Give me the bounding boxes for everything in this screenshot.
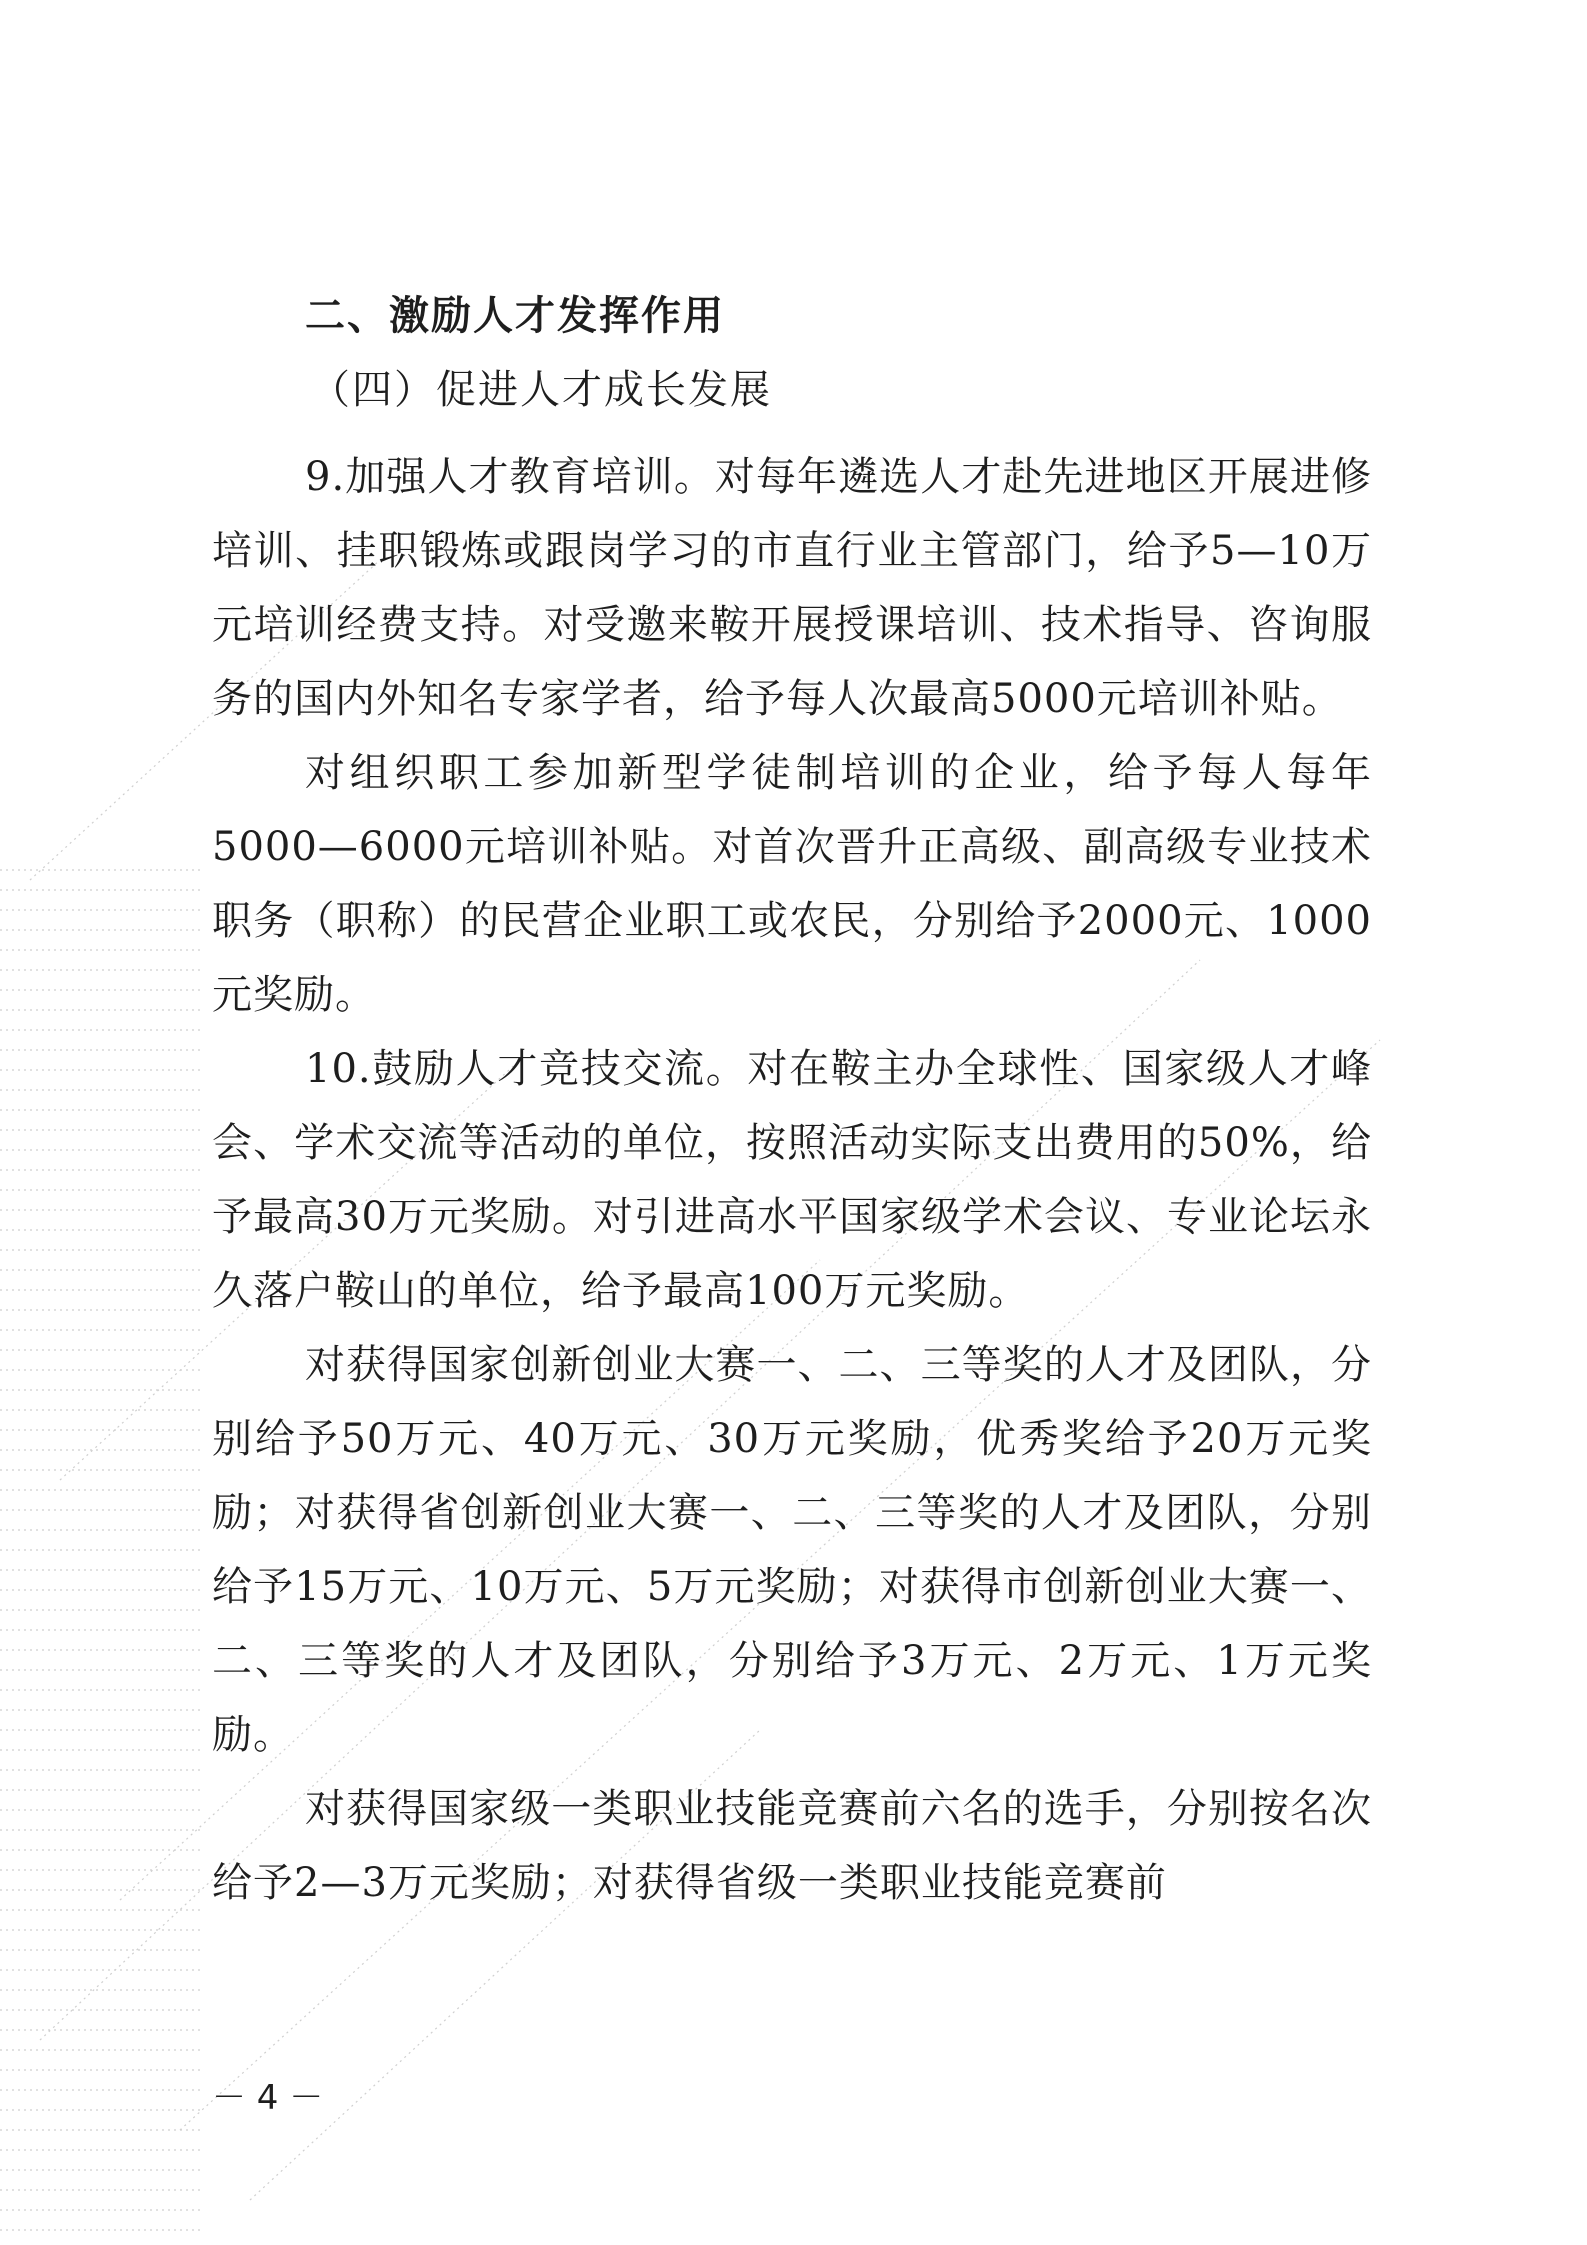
paragraph-apprentice: 对组织职工参加新型学徒制培训的企业，给予每人每年5000—6000元培训补贴。对首次晋升正高级、副高级专业技术职务（职称）的民营企业职工或农民，分别给予2000元、1000元奖励。 xyxy=(212,750,1372,1018)
subsection-heading: （四）促进人才成长发展 xyxy=(310,367,772,413)
paragraph-9: 9.加强人才教育培训。对每年遴选人才赴先进地区开展进修培训、挂职锻炼或跟岗学习的市直行业主管部门，给予5—10万元培训经费支持。对受邀来鞍开展授课培训、技术指导、咨询服务的国内外知名专家学者，给予每人次最高5000元培训补贴。 xyxy=(212,454,1372,722)
page-number: － 4 － xyxy=(212,2078,324,2118)
paragraph-competition: 对获得国家创新创业大赛一、二、三等奖的人才及团队，分别给予50万元、40万元、30万元奖励，优秀奖给予20万元奖励；对获得省创新创业大赛一、二、三等奖的人才及团队，分别给予15万元、10万元、5万元奖励；对获得市创新创业大赛一、二、三等奖的人才及团队，分别给予3万元、2万元、1万元奖励。 xyxy=(212,1342,1372,1758)
document-body xyxy=(212,292,1372,1920)
section-heading: 二、激励人才发挥作用 xyxy=(305,293,725,339)
paragraph-10: 10.鼓励人才竞技交流。对在鞍主办全球性、国家级人才峰会、学术交流等活动的单位，按照活动实际支出费用的50%，给予最高30万元奖励。对引进高水平国家级学术会议、专业论坛永久落户鞍山的单位，给予最高100万元奖励。 xyxy=(212,1046,1372,1314)
paragraph-skills: 对获得国家级一类职业技能竞赛前六名的选手，分别按名次给予2—3万元奖励；对获得省级一类职业技能竞赛前 xyxy=(212,1786,1372,1906)
